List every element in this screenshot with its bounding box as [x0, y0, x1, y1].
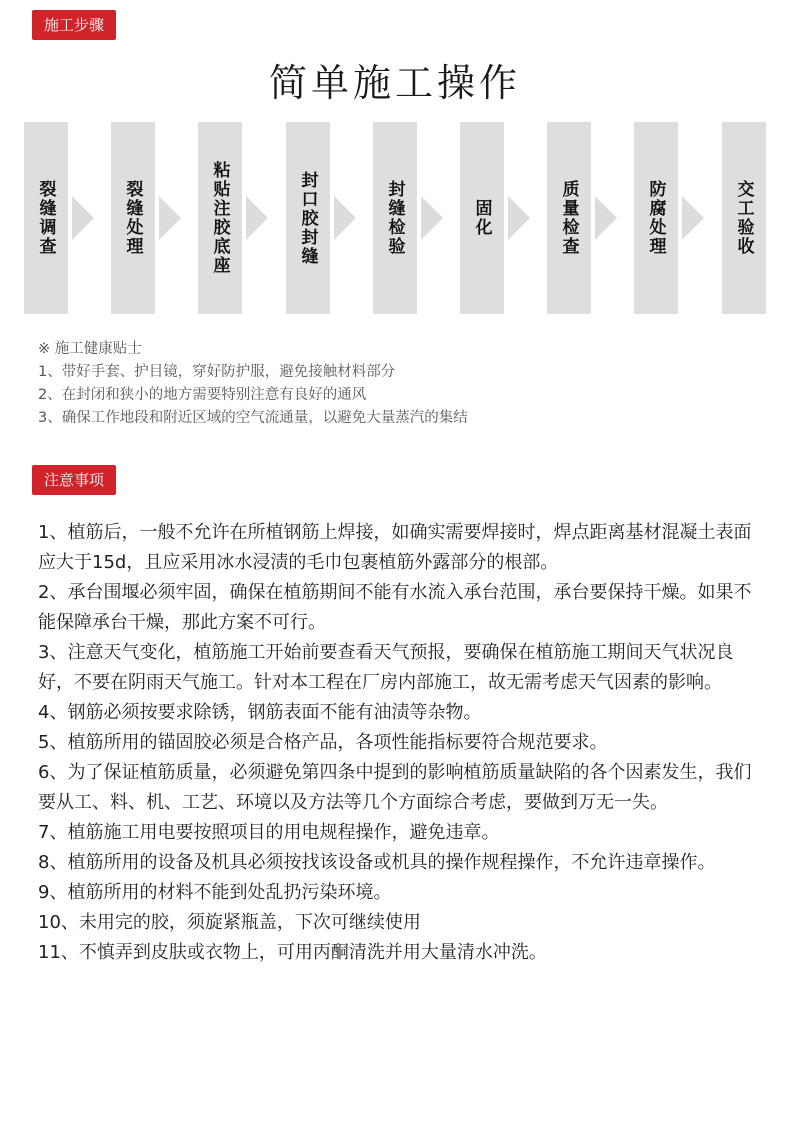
- step-5: [373, 122, 417, 314]
- step-label: 防腐处理: [645, 180, 666, 256]
- note-item: 7、植筋施工用电要按照项目的用电规程操作，避免违章。: [38, 822, 500, 843]
- arrow-right-icon: [682, 196, 704, 240]
- note-item: 9、植筋所用的材料不能到处乱扔污染环境。: [38, 882, 392, 903]
- tip-item: 3、确保工作地段和附近区域的空气流通量，以避免大量蒸汽的集结: [38, 410, 468, 426]
- step-8: [634, 122, 678, 314]
- arrow-right-icon: [421, 196, 443, 240]
- arrow-right-icon: [72, 196, 94, 240]
- step-1: [24, 122, 68, 314]
- step-4: [286, 122, 330, 314]
- step-label: 固化: [471, 199, 492, 237]
- note-item: 6、为了保证植筋质量，必须避免第四条中提到的影响植筋质量缺陷的各个因素发生，我们要从工、料、机、工艺、环境以及方法等几个方面综合考虑，要做到万无一失。: [38, 762, 752, 813]
- tip-item: 1、带好手套、护目镜，穿好防护服，避免接触材料部分: [38, 364, 396, 380]
- step-label: 质量检查: [558, 180, 579, 256]
- step-9: [722, 122, 766, 314]
- note-item: 1、植筋后，一般不允许在所植钢筋上焊接，如确实需要焊接时，焊点距离基材混凝土表面应大于15d，且应采用冰水浸渍的毛巾包裹植筋外露部分的根部。: [38, 522, 752, 573]
- note-item: 3、注意天气变化，植筋施工开始前要查看天气预报，要确保在植筋施工期间天气状况良好，不要在阴雨天气施工。针对本工程在厂房内部施工，故无需考虑天气因素的影响。: [38, 642, 734, 693]
- note-item: 4、钢筋必须按要求除锈，钢筋表面不能有油渍等杂物。: [38, 702, 482, 723]
- note-item: 8、植筋所用的设备及机具必须按找该设备或机具的操作规程操作，不允许违章操作。: [38, 852, 716, 873]
- health-tips: [38, 338, 758, 430]
- step-label: 裂缝处理: [122, 180, 143, 256]
- section-tag-construction-steps: 施工步骤: [32, 10, 116, 40]
- arrow-right-icon: [508, 196, 530, 240]
- step-6: [460, 122, 504, 314]
- arrow-right-icon: [595, 196, 617, 240]
- step-3: [198, 122, 242, 314]
- step-label: 交工验收: [733, 180, 754, 256]
- step-2: [111, 122, 155, 314]
- process-steps: [24, 122, 766, 314]
- note-item: 11、不慎弄到皮肤或衣物上，可用丙酮清洗并用大量清水冲洗。: [38, 942, 547, 963]
- step-label: 封缝检验: [384, 180, 405, 256]
- arrow-right-icon: [246, 196, 268, 240]
- arrow-right-icon: [334, 196, 356, 240]
- step-label: 裂缝调查: [35, 180, 56, 256]
- step-label: 封口胶封缝: [297, 170, 318, 266]
- step-7: [547, 122, 591, 314]
- note-item: 2、承台围堰必须牢固，确保在植筋期间不能有水流入承台范围，承台要保持干燥。如果不能保障承台干燥，那此方案不可行。: [38, 582, 752, 633]
- precautions-list: [38, 518, 752, 968]
- page-title: 简单施工操作: [268, 61, 521, 105]
- tip-item: 2、在封闭和狭小的地方需要特别注意有良好的通风: [38, 387, 367, 403]
- note-item: 10、未用完的胶，须旋紧瓶盖，下次可继续使用: [38, 912, 421, 933]
- note-item: 5、植筋所用的锚固胶必须是合格产品，各项性能指标要符合规范要求。: [38, 732, 608, 753]
- tips-heading: ※ 施工健康贴士: [38, 341, 142, 357]
- section-tag-precautions: 注意事项: [32, 465, 116, 495]
- step-label: 粘贴注胶底座: [209, 161, 230, 275]
- arrow-right-icon: [159, 196, 181, 240]
